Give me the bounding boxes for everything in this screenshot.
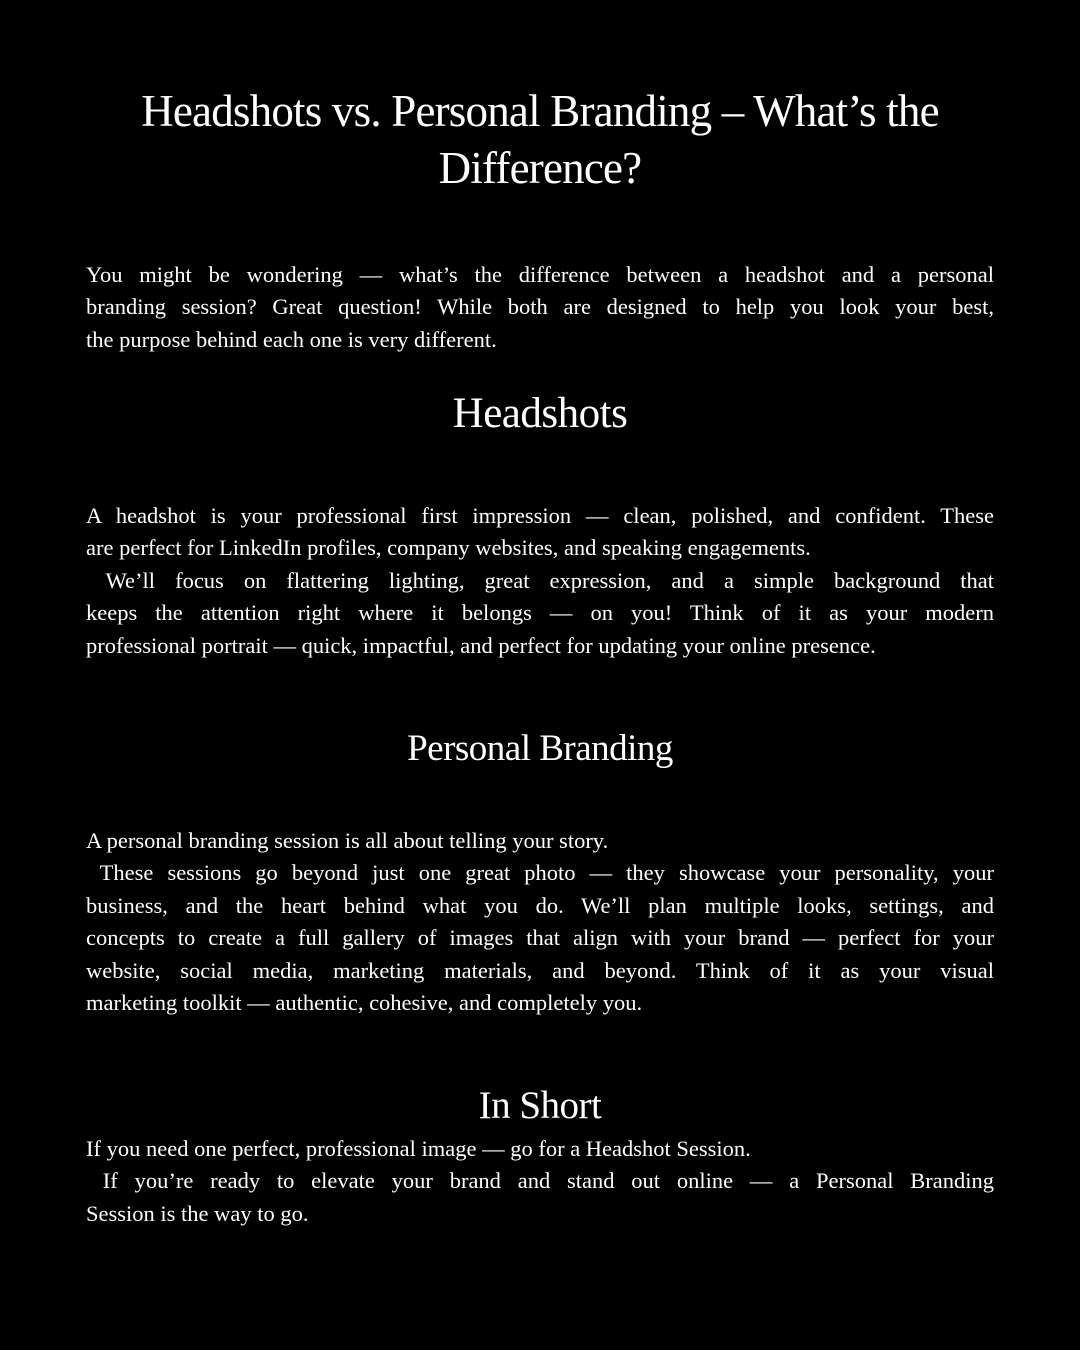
intro-line: You might be wondering — what’s the difference between a headshot and a personal <box>86 262 994 287</box>
headshots-line: A headshot is your professional first impression — clean, polished, and confident. These <box>86 503 994 528</box>
personal-branding-line: These sessions go beyond just one great photo — they showcase your personality, your <box>86 860 994 886</box>
personal-branding-line: concepts to create a full gallery of images that align with your brand — perfect for your <box>86 925 994 951</box>
headshots-paragraph <box>86 500 994 662</box>
intro-paragraph <box>86 259 994 356</box>
personal-branding-paragraph <box>86 825 994 1019</box>
in-short-line: If you need one perfect, professional image — go for a Headshot Session. <box>86 1136 751 1161</box>
headshots-line: We’ll focus on flattering lighting, great expression, and a simple background that <box>86 567 994 593</box>
page-title-line: Difference? <box>438 143 642 193</box>
headshots-line: keeps the attention right where it belongs — on you! Think of it as your modern <box>86 600 994 626</box>
headshots-heading: Headshots <box>452 390 628 437</box>
in-short-paragraph <box>86 1133 994 1230</box>
personal-branding-heading: Personal Branding <box>407 728 673 769</box>
personal-branding-line: business, and the heart behind what you do. We’ll plan multiple looks, settings, and <box>86 892 994 918</box>
personal-branding-line: website, social media, marketing materials, and beyond. Think of it as your visual <box>86 957 994 983</box>
intro-line: branding session? Great question! While both are designed to help you look your best, <box>86 294 994 320</box>
in-short-heading: In Short <box>478 1084 602 1127</box>
personal-branding-line: A personal branding session is all about telling your story. <box>86 828 609 853</box>
headshots-line: professional portrait — quick, impactful, and perfect for updating your online presence. <box>86 632 876 658</box>
personal-branding-line: marketing toolkit — authentic, cohesive, and completely you. <box>86 990 643 1016</box>
headshots-line: are perfect for LinkedIn profiles, company websites, and speaking engagements. <box>86 535 811 561</box>
page-title <box>90 83 990 197</box>
page-title-line: Headshots vs. Personal Branding – What’s the <box>141 86 939 136</box>
in-short-line: If you’re ready to elevate your brand and stand out online — a Personal Branding <box>86 1168 994 1194</box>
in-short-line: Session is the way to go. <box>86 1200 309 1226</box>
intro-line: the purpose behind each one is very different. <box>86 326 497 352</box>
